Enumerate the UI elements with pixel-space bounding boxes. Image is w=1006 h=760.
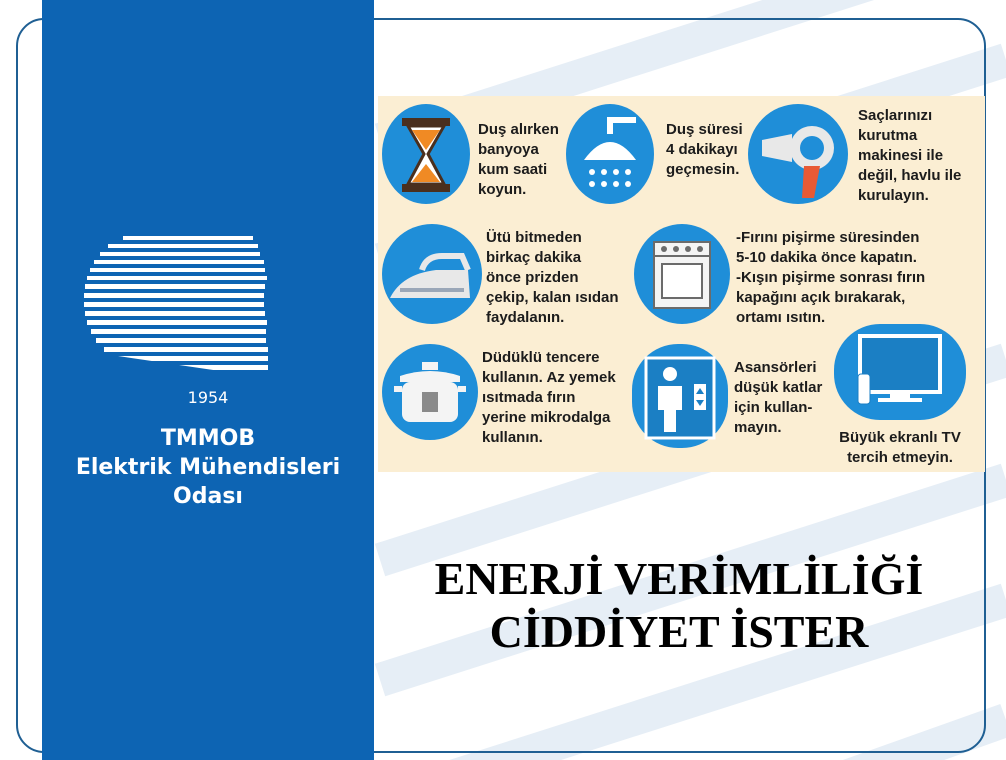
headline-line-1: ENERJİ VERİMLİLİĞİ (434, 553, 924, 604)
org-name-line-3: Odası (173, 484, 243, 509)
tip-text-iron: Ütü bitmeden birkaç dakika önce prizden çekip, kalan ısıdan faydalanın. (486, 229, 619, 326)
org-name-line-1: TMMOB (160, 426, 256, 451)
org-name-line-2: Elektrik Mühendisleri (75, 455, 341, 480)
headline-line-2: CİDDİYET İSTER (489, 606, 869, 657)
hair-dryer-icon (748, 104, 848, 204)
tv-icon (834, 324, 966, 420)
iron-icon (382, 224, 482, 324)
pressure-cooker-icon (382, 344, 478, 440)
tmmob-emo-logo-icon (68, 228, 268, 378)
shower-icon (566, 104, 654, 204)
oven-icon (634, 224, 730, 324)
tip-text-oven: -Fırını pişirme süresinden 5-10 dakika önce kapatın. -Kışın pişirme sonrası fırın kapağını açık bırakarak, ortamı ısıtın. (736, 229, 926, 326)
organization-name (42, 424, 374, 511)
tip-text-tv: Büyük ekranlı TV tercih etmeyin. (839, 429, 961, 466)
tip-text-elevator: Asansörleri düşük katlar için kullan- mayın. (734, 359, 823, 436)
tip-text-shower: Duş süresi 4 dakikayı geçmesin. (666, 121, 743, 178)
tip-text-pressure-cooker: Düdüklü tencere kullanın. Az yemek ısıtmada fırın yerine mikrodalga kullanın. (482, 349, 616, 446)
brand-panel (42, 0, 374, 760)
elevator-icon (632, 344, 728, 448)
hourglass-icon (382, 104, 470, 204)
headline (382, 552, 976, 658)
founding-year: 1954 (187, 388, 229, 407)
tip-text-hourglass: Duş alırken banyoya kum saati koyun. (478, 121, 559, 198)
tip-text-hair-dryer: Saçlarınızı kurutma makinesi ile değil, havlu ile kurulayın. (858, 107, 962, 204)
tips-infographic (378, 96, 985, 472)
